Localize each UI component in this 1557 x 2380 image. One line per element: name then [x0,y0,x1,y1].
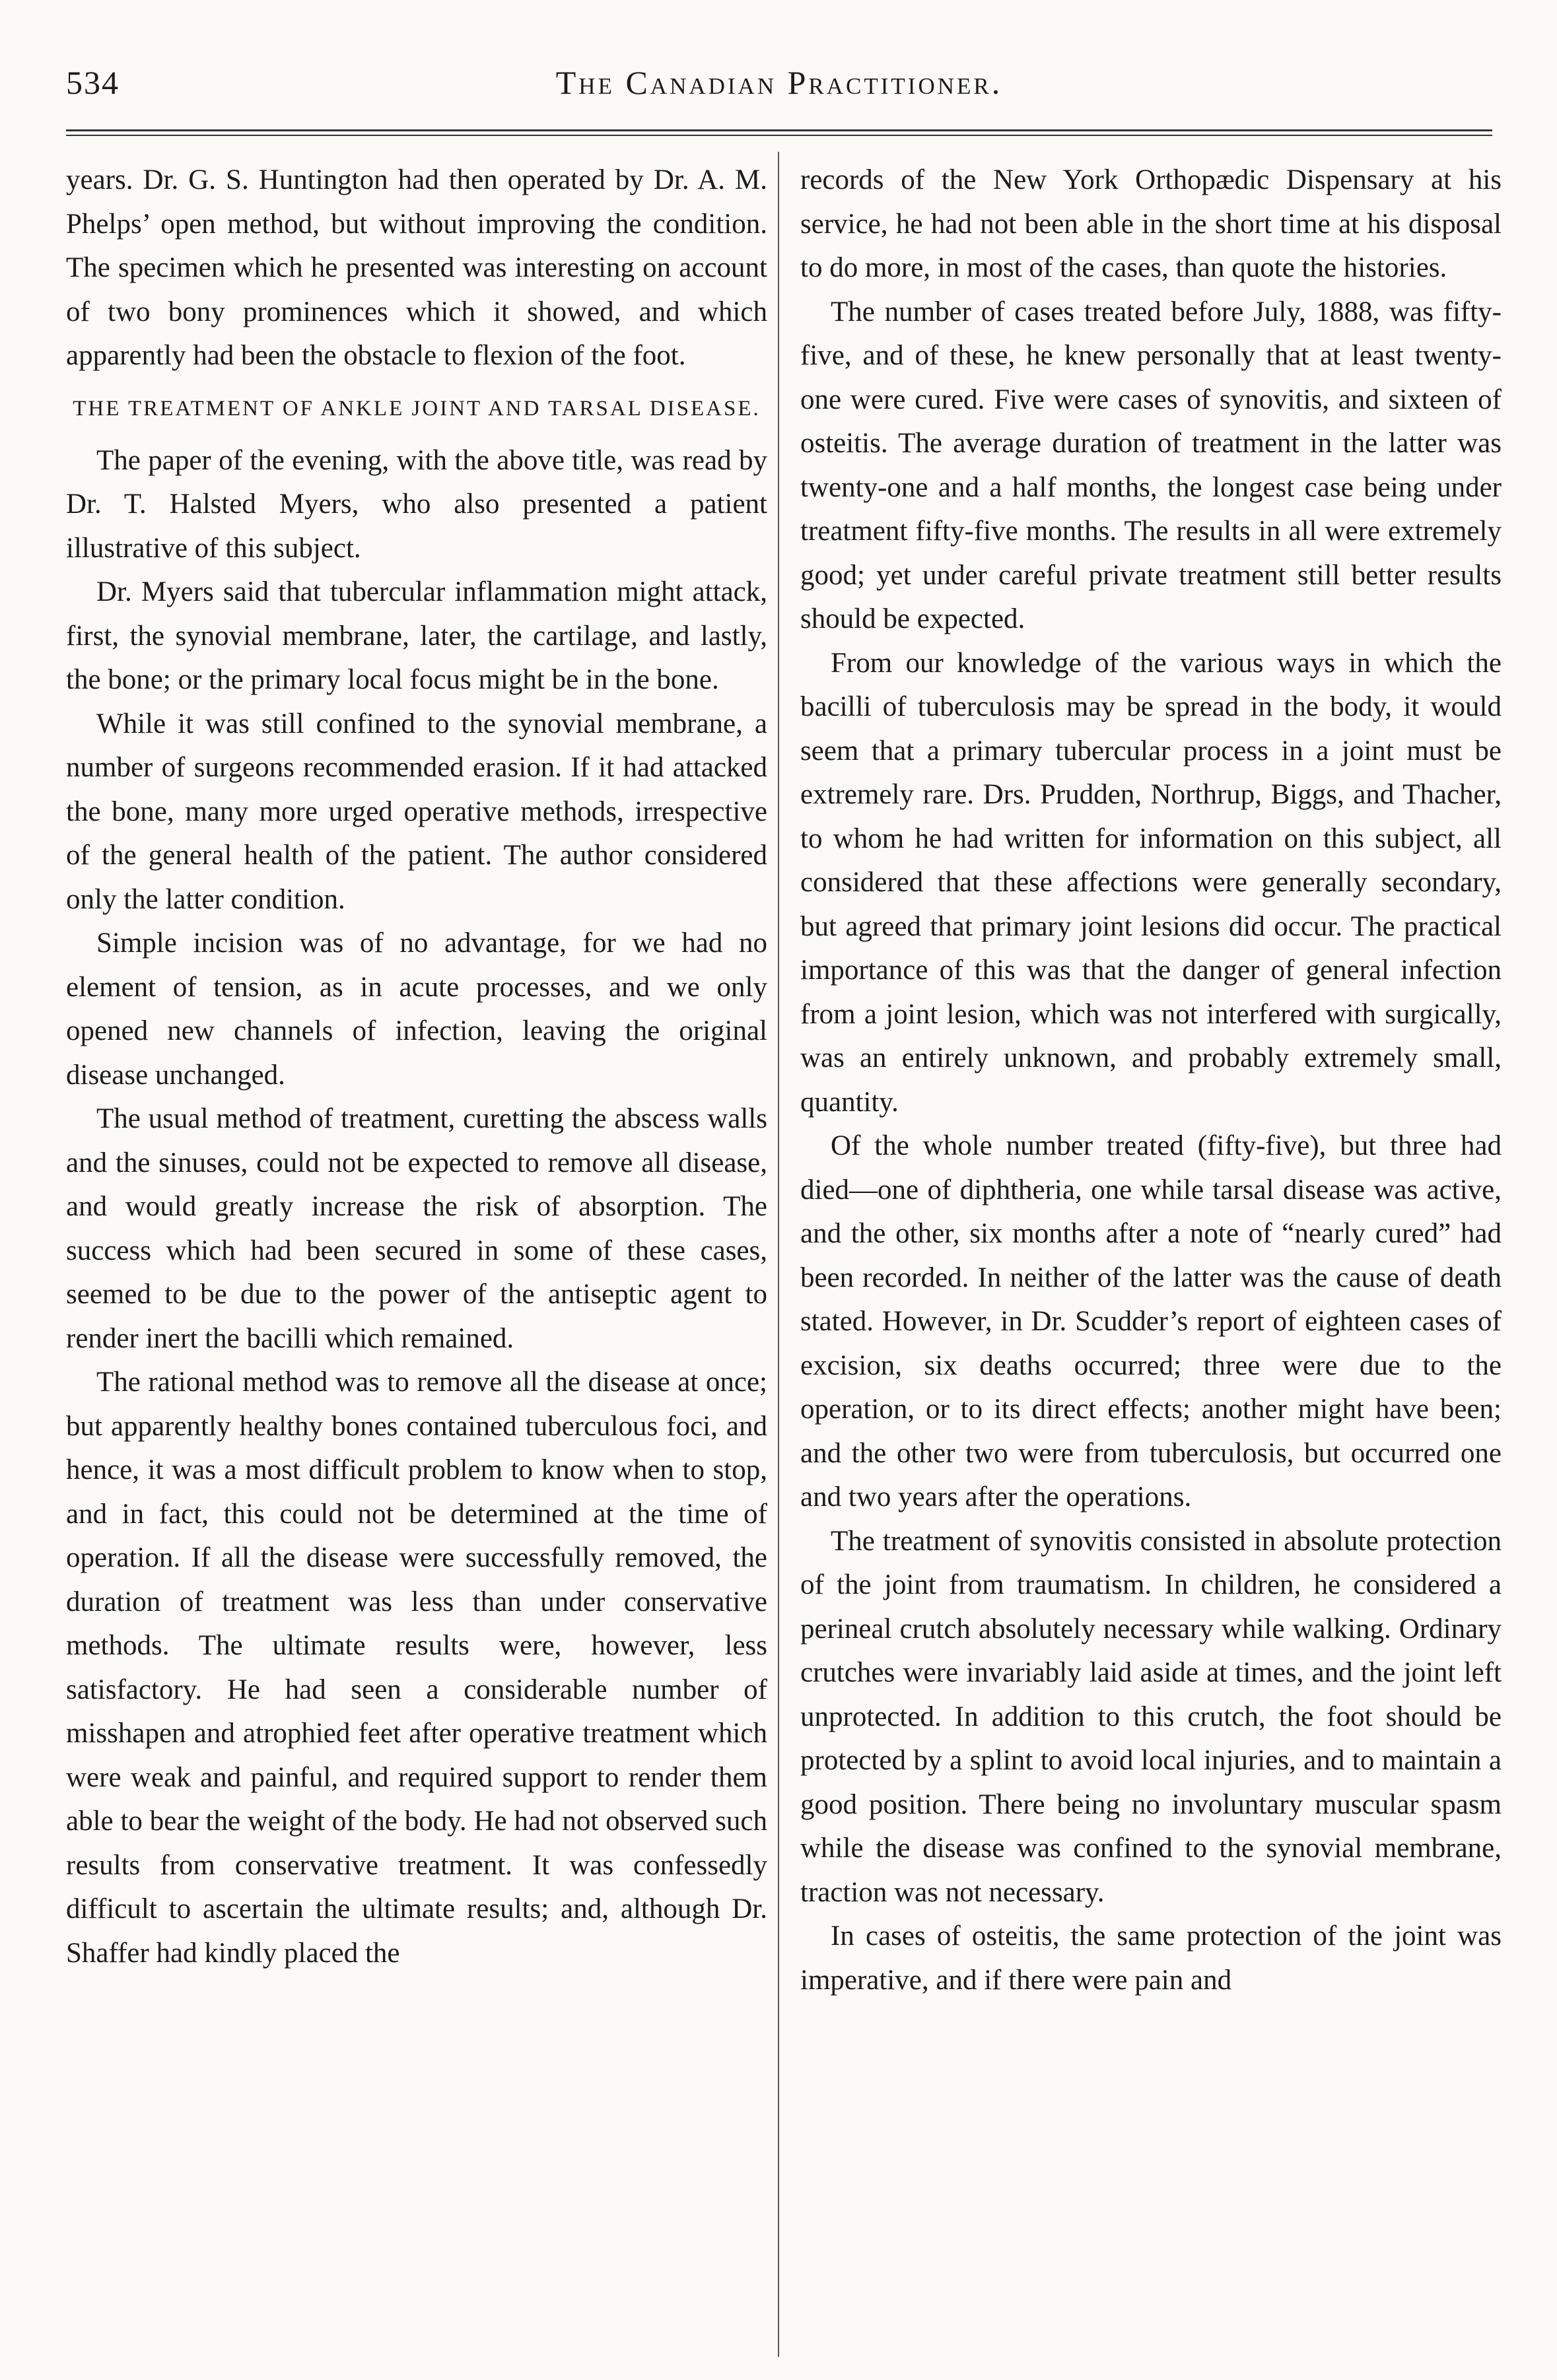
right-column [800,158,1502,2002]
paragraph: The number of cases treated before July, 1888, was fifty-five, and of these, he knew personally that at least twenty-one were cured. Five were cases of synovitis, and sixteen of osteitis. The average duration of treatment in the latter was twenty-one and a half months, the longest case being under treatment fifty-five months. The results in all were extremely good; yet under careful private treatment still better results should be expected. [800,296,1502,634]
left-column [66,158,767,1975]
paragraph: Simple incision was of no advantage, for we had no element of tension, as in acute processes, and we only opened new channels of infection, leaving the original disease unchanged. [66,928,767,1091]
paragraph: Dr. Myers said that tubercular inflammation might attack, first, the synovial membrane, later, the cartilage, and lastly, the bone; or the primary local focus might be in the bone. [66,576,767,695]
paragraph: The treatment of synovitis consisted in absolute protection of the joint from traumatism. In children, he considered a perineal crutch absolutely necessary while walking. Ordinary crutches were invariably laid aside at times, and the joint left unprotected. In addition to this crutch, the foot should be protected by a splint to avoid local injuries, and to maintain a good position. There being no involuntary muscular spasm while the disease was confined to the synovial membrane, traction was not necessary. [800,1525,1502,1908]
column-divider [778,152,779,2357]
page-header [66,63,1492,136]
paragraph: Of the whole number treated (fifty-five), but three had died—one of diphtheria, one while tarsal disease was active, and the other, six months after a note of “nearly cured” had been recorded. In neither of the latter was the cause of death stated. However, in Dr. Scudder’s report of eighteen cases of excision, six deaths occurred; three were due to the operation, or to its direct effects; another might have been; and the other two were from tuberculosis, but occurred one and two years after the operations. [800,1130,1502,1513]
page-number: 534 [66,64,120,101]
paragraph: The paper of the evening, with the above title, was read by Dr. T. Halsted Myers, who also presented a patient illustrative of this subject. [66,444,767,564]
section-heading: THE TREATMENT OF ANKLE JOINT AND TARSAL DISEASE. [73,396,761,421]
paragraph: From our knowledge of the various ways in which the bacilli of tuberculosis may be spread in the body, it would seem that a primary tubercular process in a joint must be extremely rare. Drs. Prudden, Northrup, Biggs, and Thacher, to whom he had written for information on this subject, all considered that these affections were generally secondary, but agreed that primary joint lesions did occur. The practical importance of this was that the danger of general infection from a joint lesion, which was not interfered with surgically, was an entirely unknown, and probably extremely small, quantity. [800,647,1502,1118]
header-rule-thick [66,129,1492,131]
running-title: The Canadian Practitioner. [555,64,1003,101]
header-rule-thin [66,135,1492,136]
paragraph: The usual method of treatment, curetting the abscess walls and the sinuses, could not be expected to remove all disease, and would greatly increase the risk of absorption. The success which had been secured in some of these cases, seemed to be due to the power of the antiseptic agent to render inert the bacilli which remained. [66,1103,767,1354]
paragraph: While it was still confined to the synovial membrane, a number of surgeons recommended erasion. If it had attacked the bone, many more urged operative methods, irrespective of the general health of the patient. The author considered only the latter condition. [66,708,767,915]
paragraph: The rational method was to remove all the disease at once; but apparently healthy bones contained tuberculous foci, and hence, it was a most difficult problem to know when to stop, and in fact, this could not be determined at the time of operation. If all the disease were successfully removed, the duration of treatment was less than under conservative methods. The ultimate results were, however, less satisfactory. He had seen a considerable number of misshapen and atrophied feet after operative treatment which were weak and painful, and required support to render them able to bear the weight of the body. He had not observed such results from conservative treatment. It was confessedly difficult to ascertain the ultimate results; and, although Dr. Shaffer had kindly placed the [66,1367,767,1969]
paragraph: records of the New York Orthopædic Dispensary at his service, he had not been able in the short time at his disposal to do more, in most of the cases, than quote the histories. [800,164,1502,283]
paragraph: years. Dr. G. S. Huntington had then operated by Dr. A. M. Phelps’ open method, but without improving the condition. The specimen which he presented was interesting on account of two bony prominences which it showed, and which apparently had been the obstacle to flexion of the foot. [66,164,767,371]
paragraph: In cases of osteitis, the same protection of the joint was imperative, and if there were pain and [800,1921,1502,1996]
